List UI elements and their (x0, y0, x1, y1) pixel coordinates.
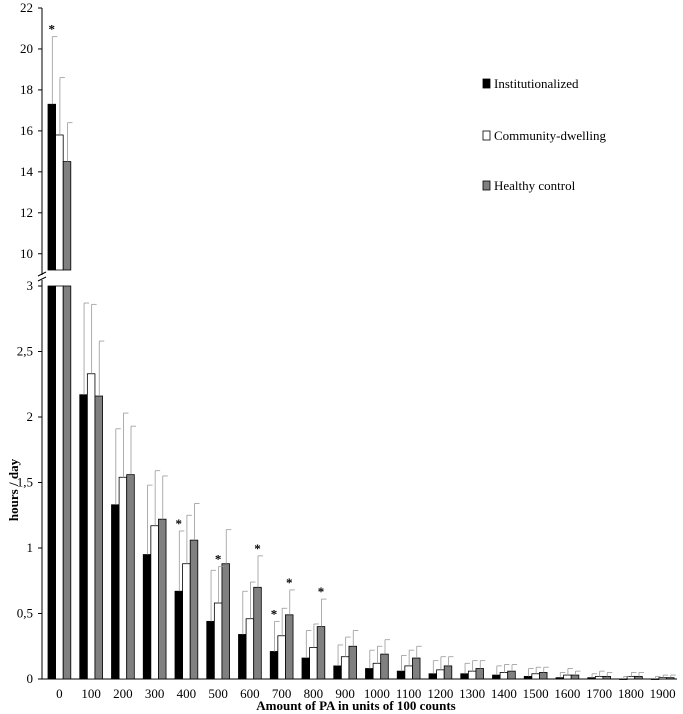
x-tick-label: 1000 (363, 686, 390, 701)
bar (666, 678, 674, 679)
bar (254, 587, 262, 679)
bars (48, 104, 674, 679)
bar (207, 621, 215, 679)
bar (429, 674, 437, 679)
bar (246, 619, 254, 679)
y-tick-label: 0,5 (16, 605, 33, 621)
y-tick-label: 1,5 (16, 474, 33, 490)
legend-swatch (483, 79, 490, 88)
bar (175, 591, 183, 679)
significance-star: * (317, 584, 325, 600)
significance-star: * (175, 515, 183, 531)
y-tick-label: 12 (20, 204, 33, 220)
bar (437, 670, 445, 679)
y-axis-title: hours / day (6, 458, 21, 522)
bar (222, 564, 230, 679)
bar (564, 675, 572, 679)
bar (397, 671, 405, 679)
bar (80, 395, 88, 679)
bar (461, 674, 469, 679)
y-tick-label: 2,5 (16, 343, 33, 359)
x-tick-label: 500 (208, 686, 228, 701)
bar (381, 654, 389, 679)
y-tick-label: 22 (20, 0, 33, 15)
significance-star: * (270, 606, 278, 622)
bar (317, 627, 325, 679)
x-tick-label: 1800 (617, 686, 644, 701)
bar (366, 669, 374, 679)
bar (119, 477, 127, 679)
significance-star: * (214, 551, 222, 567)
y-tick-label: 3 (26, 278, 33, 293)
legend-label: Community-dwelling (494, 128, 606, 143)
bar (63, 162, 71, 270)
x-tick-label: 1500 (522, 686, 549, 701)
bar (539, 672, 547, 679)
bar (285, 615, 293, 679)
bar (444, 666, 452, 679)
x-tick-label: 600 (240, 686, 260, 701)
x-tick-label: 1200 (427, 686, 454, 701)
bar (349, 646, 357, 679)
bar (493, 675, 501, 679)
bar (158, 519, 166, 679)
legend-swatch (483, 181, 490, 190)
x-tick-label: 1300 (459, 686, 486, 701)
legend (483, 76, 606, 193)
x-tick-label: 300 (144, 686, 165, 701)
legend-label: Healthy control (494, 178, 576, 193)
bar (143, 555, 151, 679)
bar (278, 636, 286, 679)
bar (56, 286, 64, 679)
significance-star: * (286, 574, 293, 590)
bar (183, 564, 191, 679)
bar (659, 678, 667, 679)
bar (48, 104, 56, 270)
x-tick-label: 1600 (554, 686, 581, 701)
y-tick-label: 14 (20, 163, 33, 179)
bar (620, 679, 628, 680)
x-tick-label: 400 (176, 686, 197, 701)
bar (239, 634, 247, 679)
x-tick-label: 0 (56, 686, 63, 701)
bar (190, 540, 198, 679)
bar (87, 374, 95, 679)
x-tick-label: 1400 (490, 686, 517, 701)
bar (95, 396, 103, 679)
y-tick-label: 20 (20, 40, 33, 56)
bar (334, 666, 342, 679)
bar (302, 658, 310, 679)
x-tick-label: 700 (271, 686, 292, 701)
significance-star: * (254, 540, 261, 556)
bar (571, 675, 579, 679)
bar (127, 475, 135, 679)
bar (651, 679, 659, 680)
bar (500, 672, 508, 679)
bar (270, 651, 278, 679)
x-tick-label: 100 (81, 686, 101, 701)
bar (603, 676, 611, 679)
bar (48, 286, 56, 679)
bar (595, 676, 603, 679)
bar (112, 505, 120, 679)
bar (508, 671, 516, 679)
bar (476, 669, 484, 679)
bar (373, 663, 381, 679)
bar (310, 648, 318, 679)
significance-star: * (48, 21, 56, 37)
bar (56, 135, 64, 270)
bar (341, 657, 349, 679)
bar (63, 286, 71, 679)
legend-label: Institutionalized (494, 76, 579, 91)
bar (468, 671, 476, 679)
y-tick-label: 1 (26, 540, 33, 555)
bar (151, 526, 159, 679)
y-tick-label: 10 (20, 245, 33, 261)
bar (556, 678, 564, 679)
x-tick-label: 800 (303, 686, 324, 701)
bar (635, 676, 643, 679)
bar (405, 666, 413, 679)
bar (412, 658, 420, 679)
bar (524, 676, 532, 679)
x-tick-label: 1900 (649, 686, 676, 701)
y-tick-label: 16 (20, 122, 33, 138)
x-tick-label: 1700 (586, 686, 613, 701)
y-tick-label: 18 (20, 81, 33, 97)
bar (214, 603, 222, 679)
y-tick-label: 0 (26, 671, 33, 686)
y-tick-label: 2 (26, 409, 33, 424)
x-axis-title: Amount of PA in units of 100 counts (256, 698, 456, 713)
bar (588, 678, 596, 679)
x-tick-label: 900 (335, 686, 355, 701)
legend-swatch (483, 131, 490, 140)
bar (532, 674, 540, 679)
x-tick-label: 200 (113, 686, 133, 701)
x-tick-label: 1100 (395, 686, 422, 701)
